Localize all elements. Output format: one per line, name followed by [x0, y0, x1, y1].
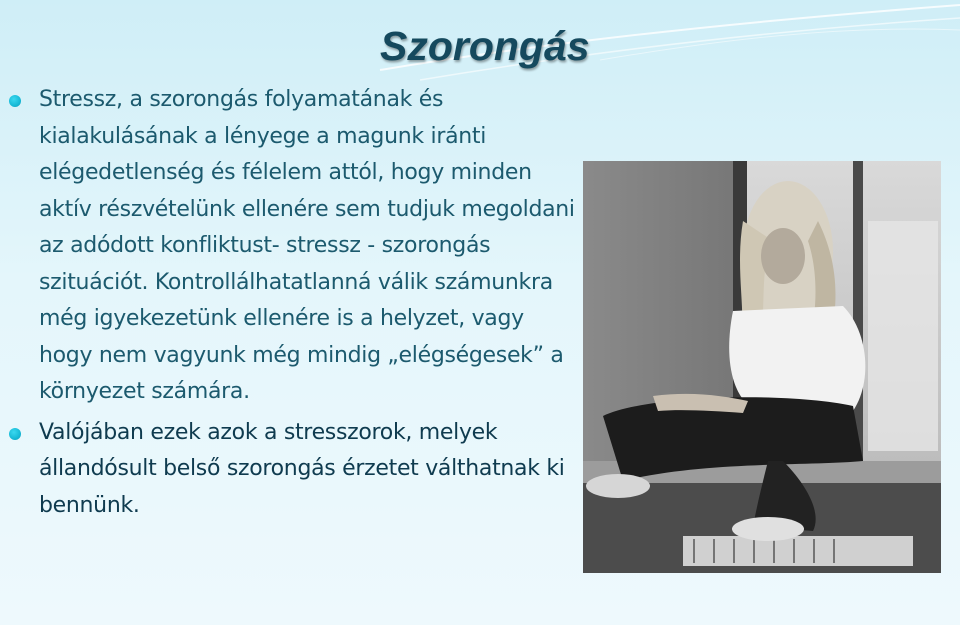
- bullet-item: [0, 82, 580, 411]
- bullet-list: [0, 82, 580, 524]
- bullet-dot-icon: [9, 95, 21, 107]
- bullet-text: Valójában ezek azok a stresszorok, melyek állandósult belső szorongás érzetet válthatnak ki bennünk.: [39, 419, 565, 518]
- bullet-item: [0, 415, 580, 525]
- bullet-dot-icon: [9, 428, 21, 440]
- bullet-text: Stressz, a szorongás folyamatának és kialakulásának a lényege a magunk iránti elégedetlenség és félelem attól, hogy minden aktív részvételünk ellenére sem tudjuk megoldani az adódott konfliktust- stressz - szorongás szituációt. Kontrollálhatatlanná válik számunkra még igyekezetünk ellenére is a helyzet, vagy hogy nem vagyunk még mindig „elégségesek” a környezet számára.: [39, 87, 575, 404]
- photo-woman-sitting-by-window: [583, 161, 941, 573]
- slide-title: Szorongás: [380, 23, 590, 69]
